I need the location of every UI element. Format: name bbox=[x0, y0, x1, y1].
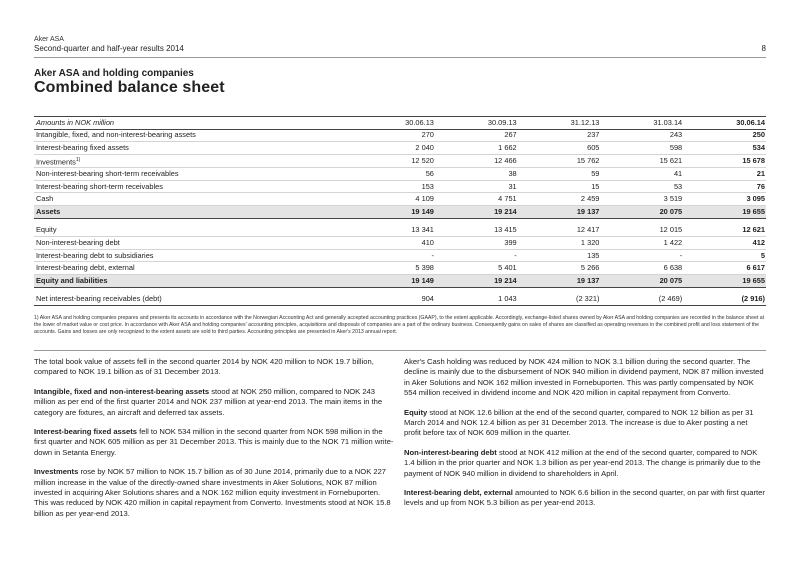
cell-value: 904 bbox=[352, 294, 435, 306]
cell-value: 20 075 bbox=[600, 206, 683, 219]
row-label bbox=[34, 262, 352, 275]
row-label-text: Assets bbox=[36, 206, 61, 216]
table-header-row bbox=[34, 117, 766, 130]
cell-value: - bbox=[352, 249, 435, 262]
body-column-right bbox=[404, 357, 766, 518]
table-row bbox=[34, 168, 766, 181]
cell-value: 41 bbox=[600, 168, 683, 181]
cell-value: 4 109 bbox=[352, 193, 435, 206]
column-header: 31.03.14 bbox=[600, 117, 683, 130]
table-row bbox=[34, 294, 766, 306]
cell-value: 399 bbox=[435, 237, 518, 250]
page-title: Combined balance sheet bbox=[34, 79, 225, 96]
row-label bbox=[34, 225, 352, 237]
row-label bbox=[34, 154, 352, 167]
cell-value: 135 bbox=[518, 249, 601, 262]
cell-value: 267 bbox=[435, 129, 518, 142]
cell-value: 534 bbox=[683, 142, 766, 155]
paragraph-lead: Intangible, fixed and non-interest-bearing assets bbox=[34, 386, 210, 396]
paragraph-lead: Non-interest-bearing debt bbox=[404, 447, 497, 457]
row-label-text: Intangible, fixed, and non-interest-bearing assets bbox=[36, 130, 196, 140]
cell-value: - bbox=[600, 249, 683, 262]
cell-value: 15 678 bbox=[683, 154, 766, 167]
row-label bbox=[34, 275, 352, 288]
row-label bbox=[34, 206, 352, 219]
cell-value: 12 466 bbox=[435, 154, 518, 167]
cell-value: (2 916) bbox=[683, 294, 766, 306]
row-label-text: Non-interest-bearing debt bbox=[36, 238, 120, 248]
cell-value: 3 095 bbox=[683, 193, 766, 206]
table-total-row bbox=[34, 275, 766, 288]
cell-value: 19 655 bbox=[683, 206, 766, 219]
cell-value: 12 520 bbox=[352, 154, 435, 167]
cell-value: 1 662 bbox=[435, 142, 518, 155]
body-paragraph bbox=[404, 357, 766, 399]
cell-value: 76 bbox=[683, 180, 766, 193]
row-label bbox=[34, 237, 352, 250]
unit-label: Amounts in NOK million bbox=[34, 117, 352, 130]
column-header: 31.12.13 bbox=[518, 117, 601, 130]
balance-sheet-table bbox=[34, 116, 766, 306]
column-header: 30.06.14 bbox=[683, 117, 766, 130]
cell-value: 19 149 bbox=[352, 206, 435, 219]
cell-value: 15 bbox=[518, 180, 601, 193]
report-subtitle: Second-quarter and half-year results 2014 bbox=[34, 44, 184, 53]
row-label-text: Investments bbox=[36, 157, 76, 167]
table-row bbox=[34, 262, 766, 275]
body-paragraph bbox=[34, 467, 396, 519]
row-label-text: Non-interest-bearing short-term receivables bbox=[36, 169, 179, 179]
cell-value: 1 320 bbox=[518, 237, 601, 250]
column-header: 30.09.13 bbox=[435, 117, 518, 130]
paragraph-lead: Interest-bearing fixed assets bbox=[34, 427, 137, 437]
paragraph-text: The total book value of assets fell in the second quarter 2014 by NOK 420 million to NOK 19.7 billion, compared to NOK 19.1 billion as of 31 December 2013. bbox=[34, 357, 374, 377]
body-paragraph bbox=[34, 427, 396, 458]
row-label bbox=[34, 168, 352, 181]
cell-value: (2 321) bbox=[518, 294, 601, 306]
cell-value: 5 401 bbox=[435, 262, 518, 275]
paragraph-lead: Interest-bearing debt, external bbox=[404, 488, 513, 498]
cell-value: 412 bbox=[683, 237, 766, 250]
row-label-text: Net interest-bearing receivables (debt) bbox=[36, 294, 162, 304]
cell-value: 38 bbox=[435, 168, 518, 181]
row-label bbox=[34, 294, 352, 306]
cell-value: 21 bbox=[683, 168, 766, 181]
cell-value: 243 bbox=[600, 129, 683, 142]
cell-value: 605 bbox=[518, 142, 601, 155]
cell-value: 53 bbox=[600, 180, 683, 193]
cell-value: 15 621 bbox=[600, 154, 683, 167]
company-name: Aker ASA bbox=[34, 36, 64, 43]
table-row bbox=[34, 249, 766, 262]
table-footnote: 1) Aker ASA and holding companies prepares and presents its accounts in accordance with the Norwegian Accounting Act and generally accepted accounting practices (GAAP), to the extent applicable. Accordingly, exchange-listed shares owned by Aker ASA and holding companies are recorded in the balance sheet at the lower of market value or cost price. In accordance with Aker ASA and holding companies' accounting principles, acquisitions and disposals of companies are a part of the ordinary business. Consequently gains on sales of shares are classified as operating revenues in the combined profit and loss statement of the accounts. Gains and losses are only recognized to the extent assets are sold to third parties. Accounting principles are presented in Aker's 2013 annual report. bbox=[34, 315, 765, 335]
cell-value: 410 bbox=[352, 237, 435, 250]
table-row bbox=[34, 225, 766, 237]
cell-value: 19 214 bbox=[435, 206, 518, 219]
table-row bbox=[34, 180, 766, 193]
cell-value: 153 bbox=[352, 180, 435, 193]
row-label bbox=[34, 129, 352, 142]
paragraph-text: stood at NOK 12.6 billion at the end of the second quarter, compared to NOK 12 billion as per 31 March 2014 and NOK 12.4 billion as per 31 December 2013. The increase is due to Aker posting a net profit before tax of NOK 609 million in the quarter. bbox=[404, 407, 754, 438]
cell-value: 12 015 bbox=[600, 225, 683, 237]
cell-value: 19 137 bbox=[518, 275, 601, 288]
table-row bbox=[34, 142, 766, 155]
paragraph-lead: Equity bbox=[404, 407, 428, 417]
cell-value: - bbox=[435, 249, 518, 262]
cell-value: 270 bbox=[352, 129, 435, 142]
paragraph-text: rose by NOK 57 million to NOK 15.7 billion as of 30 June 2014, primarily due to a NOK 227 million increase in the value of the directly-owned share investments in Aker Solutions, NOK 87 million invested in acquiring Aker Solutions shares and a NOK 162 million equity investment in Fornebuporten. This was reduced by NOK 420 million in capital repayment from Converto. Investments stood at NOK 15.8 billion as per year-end 2013. bbox=[34, 467, 391, 518]
cell-value: 19 149 bbox=[352, 275, 435, 288]
paragraph-text: fell to NOK 534 million in the second quarter from NOK 598 million in the first quarter and NOK 605 million as per 31 December 2013. This is mainly due to the NOK 71 million write-down in Setanta Energy. bbox=[34, 427, 394, 457]
paragraph-text: amounted to NOK 6.6 billion in the second quarter, on par with first quarter levels and up from NOK 5.3 billion as per year-end 2013. bbox=[404, 488, 765, 508]
row-label-text: Equity and liabilities bbox=[36, 275, 108, 285]
row-label-text: Interest-bearing debt to subsidiaries bbox=[36, 250, 154, 260]
body-paragraph bbox=[404, 408, 766, 439]
cell-value: 19 137 bbox=[518, 206, 601, 219]
cell-value: 5 266 bbox=[518, 262, 601, 275]
footnote-divider bbox=[34, 350, 766, 351]
page-number: 8 bbox=[761, 44, 766, 53]
row-label bbox=[34, 193, 352, 206]
table-row bbox=[34, 129, 766, 142]
body-paragraph bbox=[404, 448, 766, 479]
cell-value: 19 655 bbox=[683, 275, 766, 288]
cell-value: 250 bbox=[683, 129, 766, 142]
cell-value: 13 341 bbox=[352, 225, 435, 237]
table-row bbox=[34, 154, 766, 167]
table-row bbox=[34, 237, 766, 250]
row-label-text: Interest-bearing fixed assets bbox=[36, 142, 129, 152]
cell-value: 598 bbox=[600, 142, 683, 155]
row-label-text: Equity bbox=[36, 225, 57, 235]
cell-value: 2 040 bbox=[352, 142, 435, 155]
row-label-text: Cash bbox=[36, 194, 54, 204]
row-label bbox=[34, 180, 352, 193]
row-label-text: Interest-bearing short-term receivables bbox=[36, 181, 163, 191]
column-header: 30.06.13 bbox=[352, 117, 435, 130]
cell-value: 13 415 bbox=[435, 225, 518, 237]
cell-value: 59 bbox=[518, 168, 601, 181]
body-paragraph bbox=[34, 387, 396, 418]
footnote-marker: 1) bbox=[75, 156, 81, 163]
page-header bbox=[34, 35, 766, 58]
cell-value: 1 043 bbox=[435, 294, 518, 306]
cell-value: 6 617 bbox=[683, 262, 766, 275]
cell-value: 19 214 bbox=[435, 275, 518, 288]
paragraph-lead: Investments bbox=[34, 467, 79, 477]
cell-value: 4 751 bbox=[435, 193, 518, 206]
table-total-row bbox=[34, 206, 766, 219]
cell-value: 15 762 bbox=[518, 154, 601, 167]
cell-value: 56 bbox=[352, 168, 435, 181]
cell-value: 12 621 bbox=[683, 225, 766, 237]
cell-value: 5 398 bbox=[352, 262, 435, 275]
cell-value: 31 bbox=[435, 180, 518, 193]
section-title: Aker ASA and holding companies bbox=[34, 68, 194, 79]
body-paragraph bbox=[404, 488, 766, 509]
cell-value: 2 459 bbox=[518, 193, 601, 206]
row-label-text: Interest-bearing debt, external bbox=[36, 263, 135, 273]
cell-value: 1 422 bbox=[600, 237, 683, 250]
paragraph-text: stood at NOK 250 million, compared to NOK 243 million as per end of the first quarter 2014 and NOK 237 million at year-end 2013. The main items in the category are fixtures, an aircraft and deferred tax assets. bbox=[34, 386, 383, 417]
cell-value: 3 519 bbox=[600, 193, 683, 206]
paragraph-text: Aker's Cash holding was reduced by NOK 424 million to NOK 3.1 billion during the second quarter. The decline is mainly due to the disbursement of NOK 940 million in dividend payment, NOK 87 million invested in Aker Solutions and NOK 162 million invested in Fornebuporten. This was partly compensated by NOK 554 million received in dividend income and NOK 420 million in capital repayment from Converto. bbox=[404, 357, 764, 398]
row-label bbox=[34, 142, 352, 155]
cell-value: 20 075 bbox=[600, 275, 683, 288]
cell-value: 5 bbox=[683, 249, 766, 262]
cell-value: 12 417 bbox=[518, 225, 601, 237]
row-label bbox=[34, 249, 352, 262]
cell-value: 6 638 bbox=[600, 262, 683, 275]
cell-value: 237 bbox=[518, 129, 601, 142]
paragraph-text: stood at NOK 412 million at the end of the second quarter, compared to NOK 1.4 billion in the prior quarter and NOK 1.3 billion as per year-end 2013. The change is primarily due to the payment of NOK 940 million in dividend to shareholders in April. bbox=[404, 447, 761, 478]
header-divider bbox=[34, 57, 766, 58]
table-row bbox=[34, 193, 766, 206]
body-column-left bbox=[34, 357, 396, 528]
body-paragraph bbox=[34, 357, 396, 378]
cell-value: (2 469) bbox=[600, 294, 683, 306]
